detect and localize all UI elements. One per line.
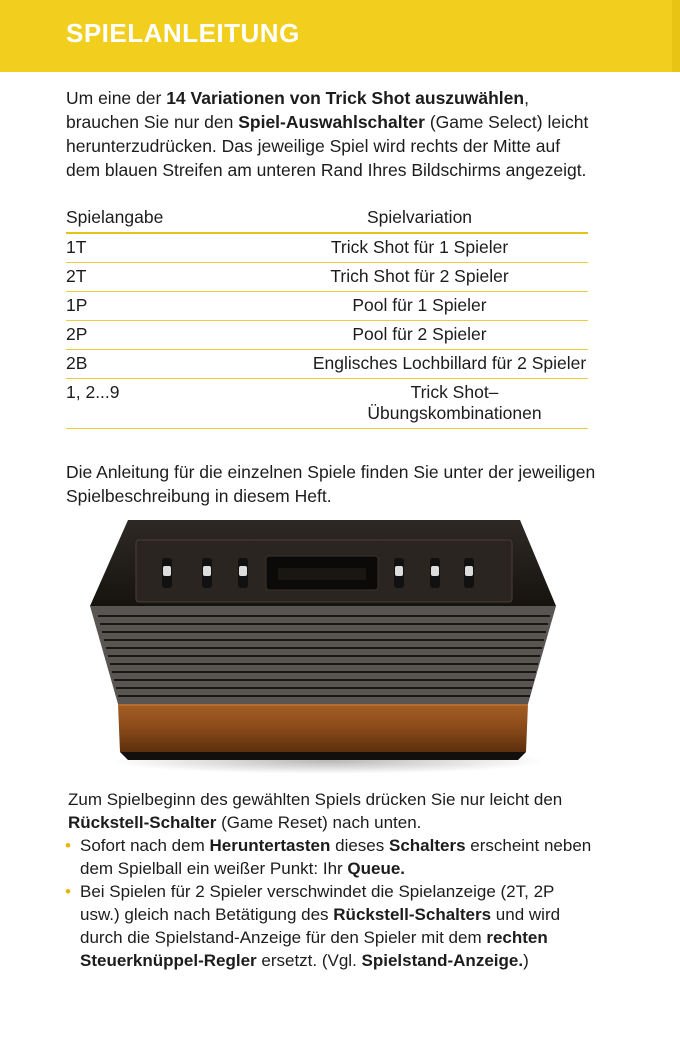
table-cell-variation: Trick Shot– Übungskombinationen: [367, 382, 542, 423]
table-cell-code: 2P: [66, 324, 88, 344]
bullet-text: dieses: [330, 836, 389, 855]
list-item: [65, 834, 598, 880]
table-row: [66, 350, 588, 379]
intro-paragraph: [66, 86, 596, 182]
instructions-note: Die Anleitung für die einzelnen Spiele finden Sie unter der jeweiligen Spielbeschreibung in diesem Heft.: [66, 462, 596, 506]
bullet-text: erscheint neben dem Spielball ein weißer Punkt: Ihr: [80, 836, 592, 878]
table-header-variation: Spielvariation: [366, 207, 473, 227]
bullet-bold: Heruntertasten: [209, 836, 331, 855]
table-row: [66, 292, 588, 321]
table-cell-variation: Trich Shot für 2 Spieler: [330, 266, 509, 286]
bullet-dot-icon: •: [65, 882, 71, 901]
table-cell-variation: Englisches Lochbillard für 2 Spieler: [312, 353, 587, 373]
table-cell-code: 1, 2...9: [66, 382, 120, 402]
table-header-code: Spielangabe: [66, 207, 164, 227]
atari-console-image: [88, 516, 558, 778]
start-bold-reset-switch: Rückstell-Schalter: [68, 813, 217, 832]
bullet-bold: Queue.: [347, 859, 406, 878]
header-band: [0, 0, 680, 72]
bullet-text: und wird durch die Spielstand-Anzeige für den Spieler mit dem: [80, 905, 561, 947]
start-paragraph: [68, 788, 598, 834]
table-cell-variation: Pool für 1 Spieler: [352, 295, 487, 315]
variations-table: [66, 204, 588, 429]
bullet-bold: Spielstand-Anzeige.: [361, 951, 524, 970]
bullet-text: ersetzt. (Vgl.: [256, 951, 362, 970]
table-header-row: [66, 204, 588, 234]
table-cell-variation: Pool für 2 Spieler: [352, 324, 487, 344]
table-row: [66, 321, 588, 350]
bullet-list: [65, 834, 598, 972]
bullet-text: Sofort nach dem: [80, 836, 210, 855]
intro-bold-variations: 14 Variationen von Trick Shot auszuwählen: [166, 88, 525, 108]
bullet-bold: rechten Steuerknüppel-Regler: [80, 928, 548, 970]
bullet-dot-icon: •: [65, 836, 71, 855]
console-front-slope: [90, 606, 556, 704]
bullet-bold: Schalters: [388, 836, 466, 855]
table-row: [66, 234, 588, 263]
page-title: SPIELANLEITUNG: [66, 18, 300, 48]
bullet-bold: Rückstell-Schalters: [333, 905, 492, 924]
table-cell-code: 2B: [66, 353, 88, 373]
cartridge-slot-inner: [278, 568, 366, 580]
intro-text-1: Um eine der: [66, 88, 167, 108]
intro-bold-select-switch: Spiel-Auswahlschalter: [238, 112, 425, 132]
start-text-1: Zum Spielbeginn des gewählten Spiels drücken Sie nur leicht den: [68, 790, 563, 809]
console-wood-panel: [118, 704, 528, 752]
bullet-text: Bei Spielen für 2 Spieler verschwindet die Spielanzeige (2T, 2P usw.) gleich nach Betätigung des: [80, 882, 555, 924]
list-item: [65, 880, 598, 972]
console-base: [120, 752, 526, 760]
table-cell-code: 1P: [66, 295, 88, 315]
start-text-2: (Game Reset) nach unten.: [216, 813, 422, 832]
intro-text-3: (Game Select) leicht herunterzudrücken. Das jeweilige Spiel wird rechts der Mitte auf dem blauen Streifen am unteren Rand Ihres Bildschirms angezeigt.: [66, 112, 589, 180]
table-cell-code: 1T: [66, 237, 87, 257]
table-row: [66, 263, 588, 292]
table-cell-variation: Trick Shot für 1 Spieler: [330, 237, 509, 257]
table-row: [66, 379, 588, 429]
bullet-text: ): [523, 951, 529, 970]
intro-text-2: , brauchen Sie nur den: [66, 88, 529, 132]
table-cell-code: 2T: [66, 266, 87, 286]
game-start-section: [65, 788, 598, 972]
